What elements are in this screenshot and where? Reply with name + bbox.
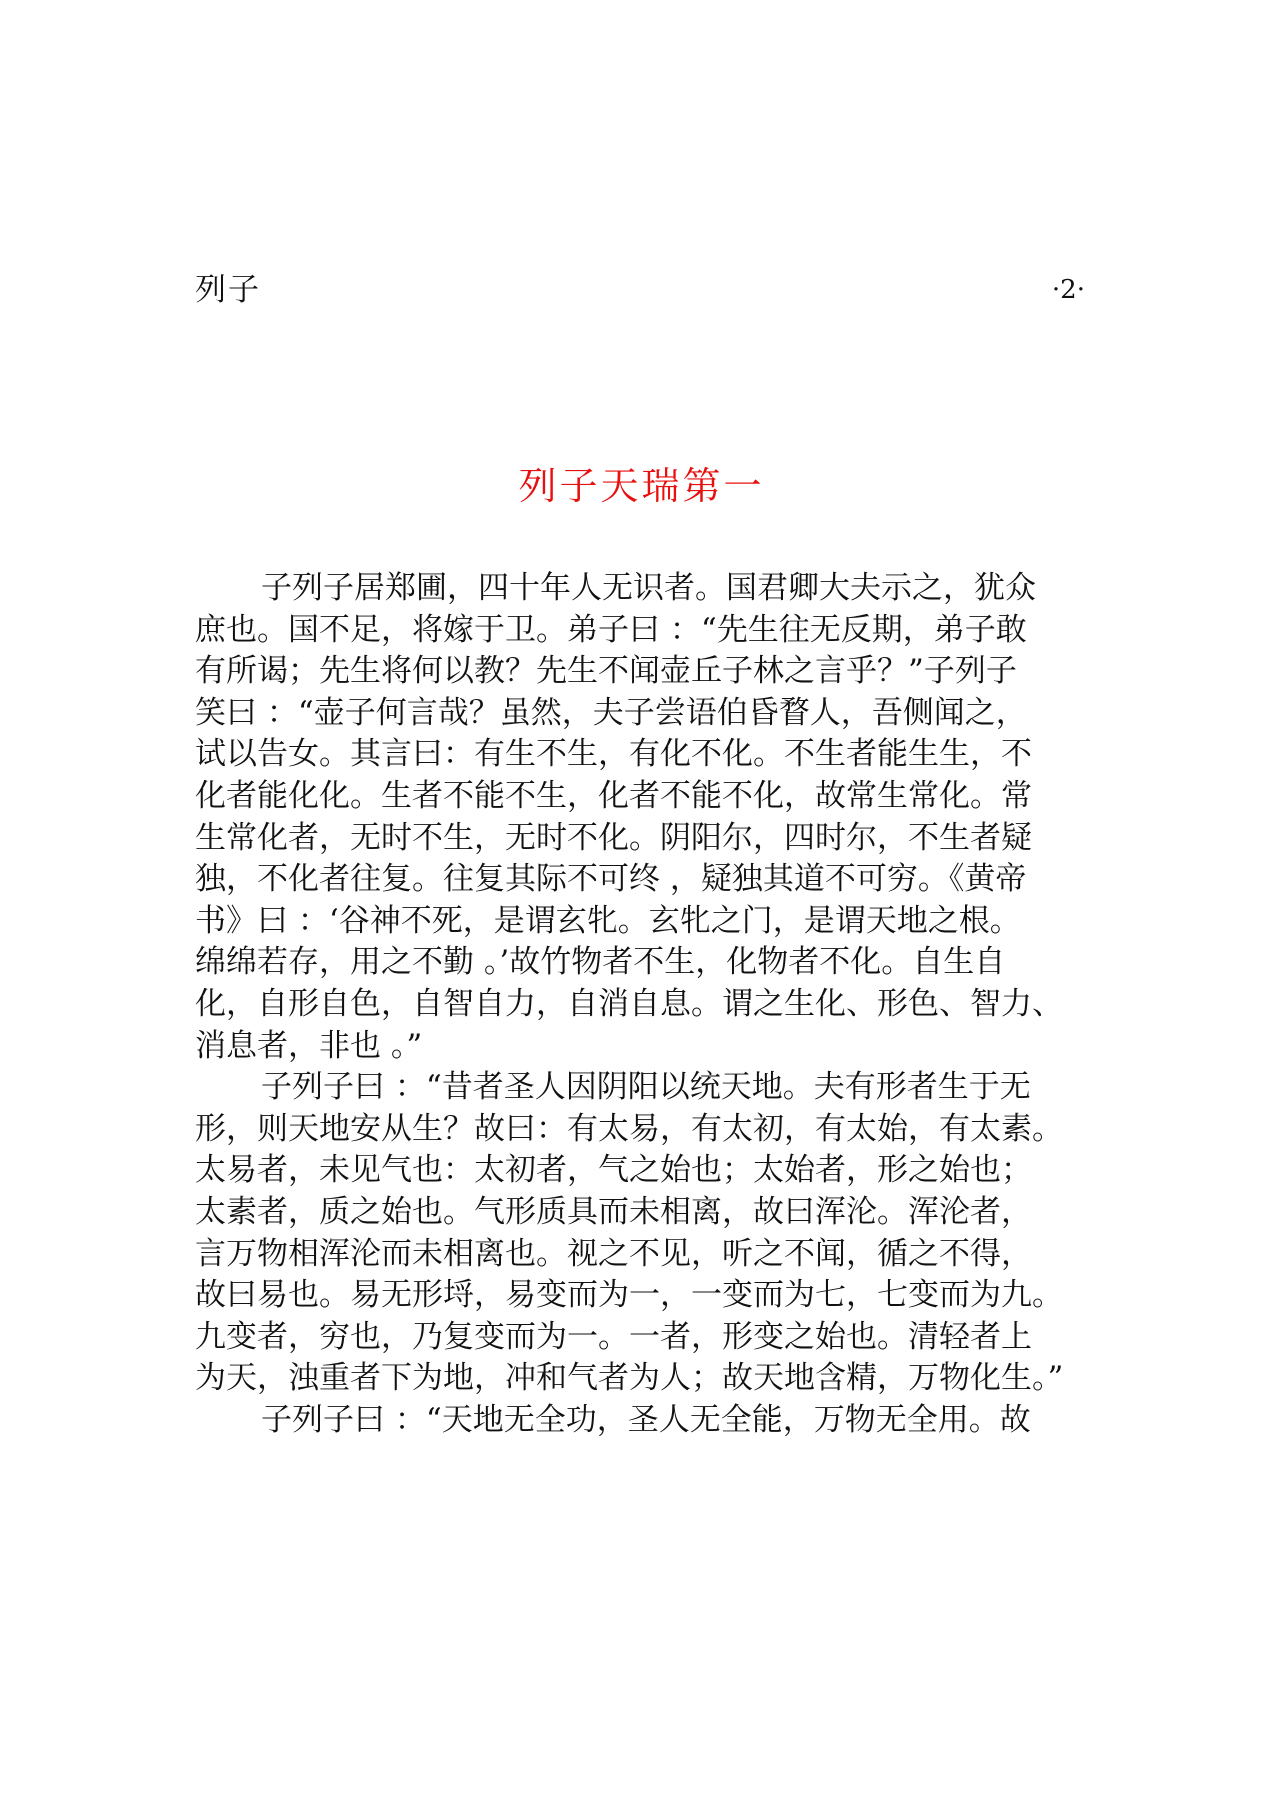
text-line: 有所谒；先生将何以教？先生不闻壶丘子林之言乎？”子列子 xyxy=(195,653,1017,690)
text-line: 生常化者，无时不生，无时不化。阴阳尔，四时尔，不生者疑 xyxy=(195,819,1032,856)
text-line: 为天，浊重者下为地，冲和气者为人；故天地含精，万物化生。” xyxy=(195,1360,1064,1397)
page-number: ·2· xyxy=(1051,275,1085,305)
text-line: 言万物相浑沦而未相离也。视之不见，听之不闻，循之不得， xyxy=(195,1235,1032,1272)
text-line: 独，不化者往复。往复其际不可终 ，疑独其道不可穷。《黄帝 xyxy=(195,861,1027,898)
text-line: 太易者，未见气也：太初者，气之始也；太始者，形之始也； xyxy=(195,1152,1032,1189)
text-line: 子列子曰 ：“昔者圣人因阴阳以统天地。夫有形者生于无 xyxy=(261,1069,1031,1106)
book-title: 列子 xyxy=(195,272,261,308)
text-line: 故曰易也。易无形埒，易变而为一，一变而为七，七变而为九。 xyxy=(195,1277,1063,1314)
running-header xyxy=(195,270,1085,310)
text-line: 九变者，穷也，乃复变而为一。一者，形变之始也。清轻者上 xyxy=(195,1318,1032,1355)
body-text xyxy=(195,568,1093,1441)
text-line: 笑曰 ：“壶子何言哉？虽然，夫子尝语伯昏瞀人，吾侧闻之， xyxy=(195,694,1027,731)
text-line: 化者能化化。生者不能不生，化者不能不化，故常生常化。常 xyxy=(195,777,1032,814)
text-line: 庶也。国不足，将嫁于卫。弟子曰 ：“先生往无反期，弟子敢 xyxy=(195,611,1027,648)
text-line: 化，自形自色，自智自力，自消自息。谓之生化、形色、智力、 xyxy=(195,985,1063,1022)
chapter-title: 列子天瑞第一 xyxy=(518,464,765,508)
text-line: 书》曰 ：‘谷神不死，是谓玄牝。玄牝之门，是谓天地之根。 xyxy=(195,902,1021,939)
text-line: 试以告女。其言曰：有生不生，有化不化。不生者能生生，不 xyxy=(195,736,1032,773)
text-line: 子列子曰 ：“天地无全功，圣人无全能，万物无全用。故 xyxy=(261,1401,1031,1438)
text-line: 太素者，质之始也。气形质具而未相离，故曰浑沦。浑沦者， xyxy=(195,1193,1032,1230)
text-line: 形，则天地安从生？故曰：有太易，有太初，有太始，有太素。 xyxy=(195,1110,1063,1147)
text-line: 子列子居郑圃，四十年人无识者。国君卿大夫示之，犹众 xyxy=(261,570,1036,606)
text-line: 消息者，非也 。” xyxy=(195,1027,423,1064)
text-line: 绵绵若存，用之不勤 。’故竹物者不生，化物者不化。自生自 xyxy=(195,944,1006,981)
